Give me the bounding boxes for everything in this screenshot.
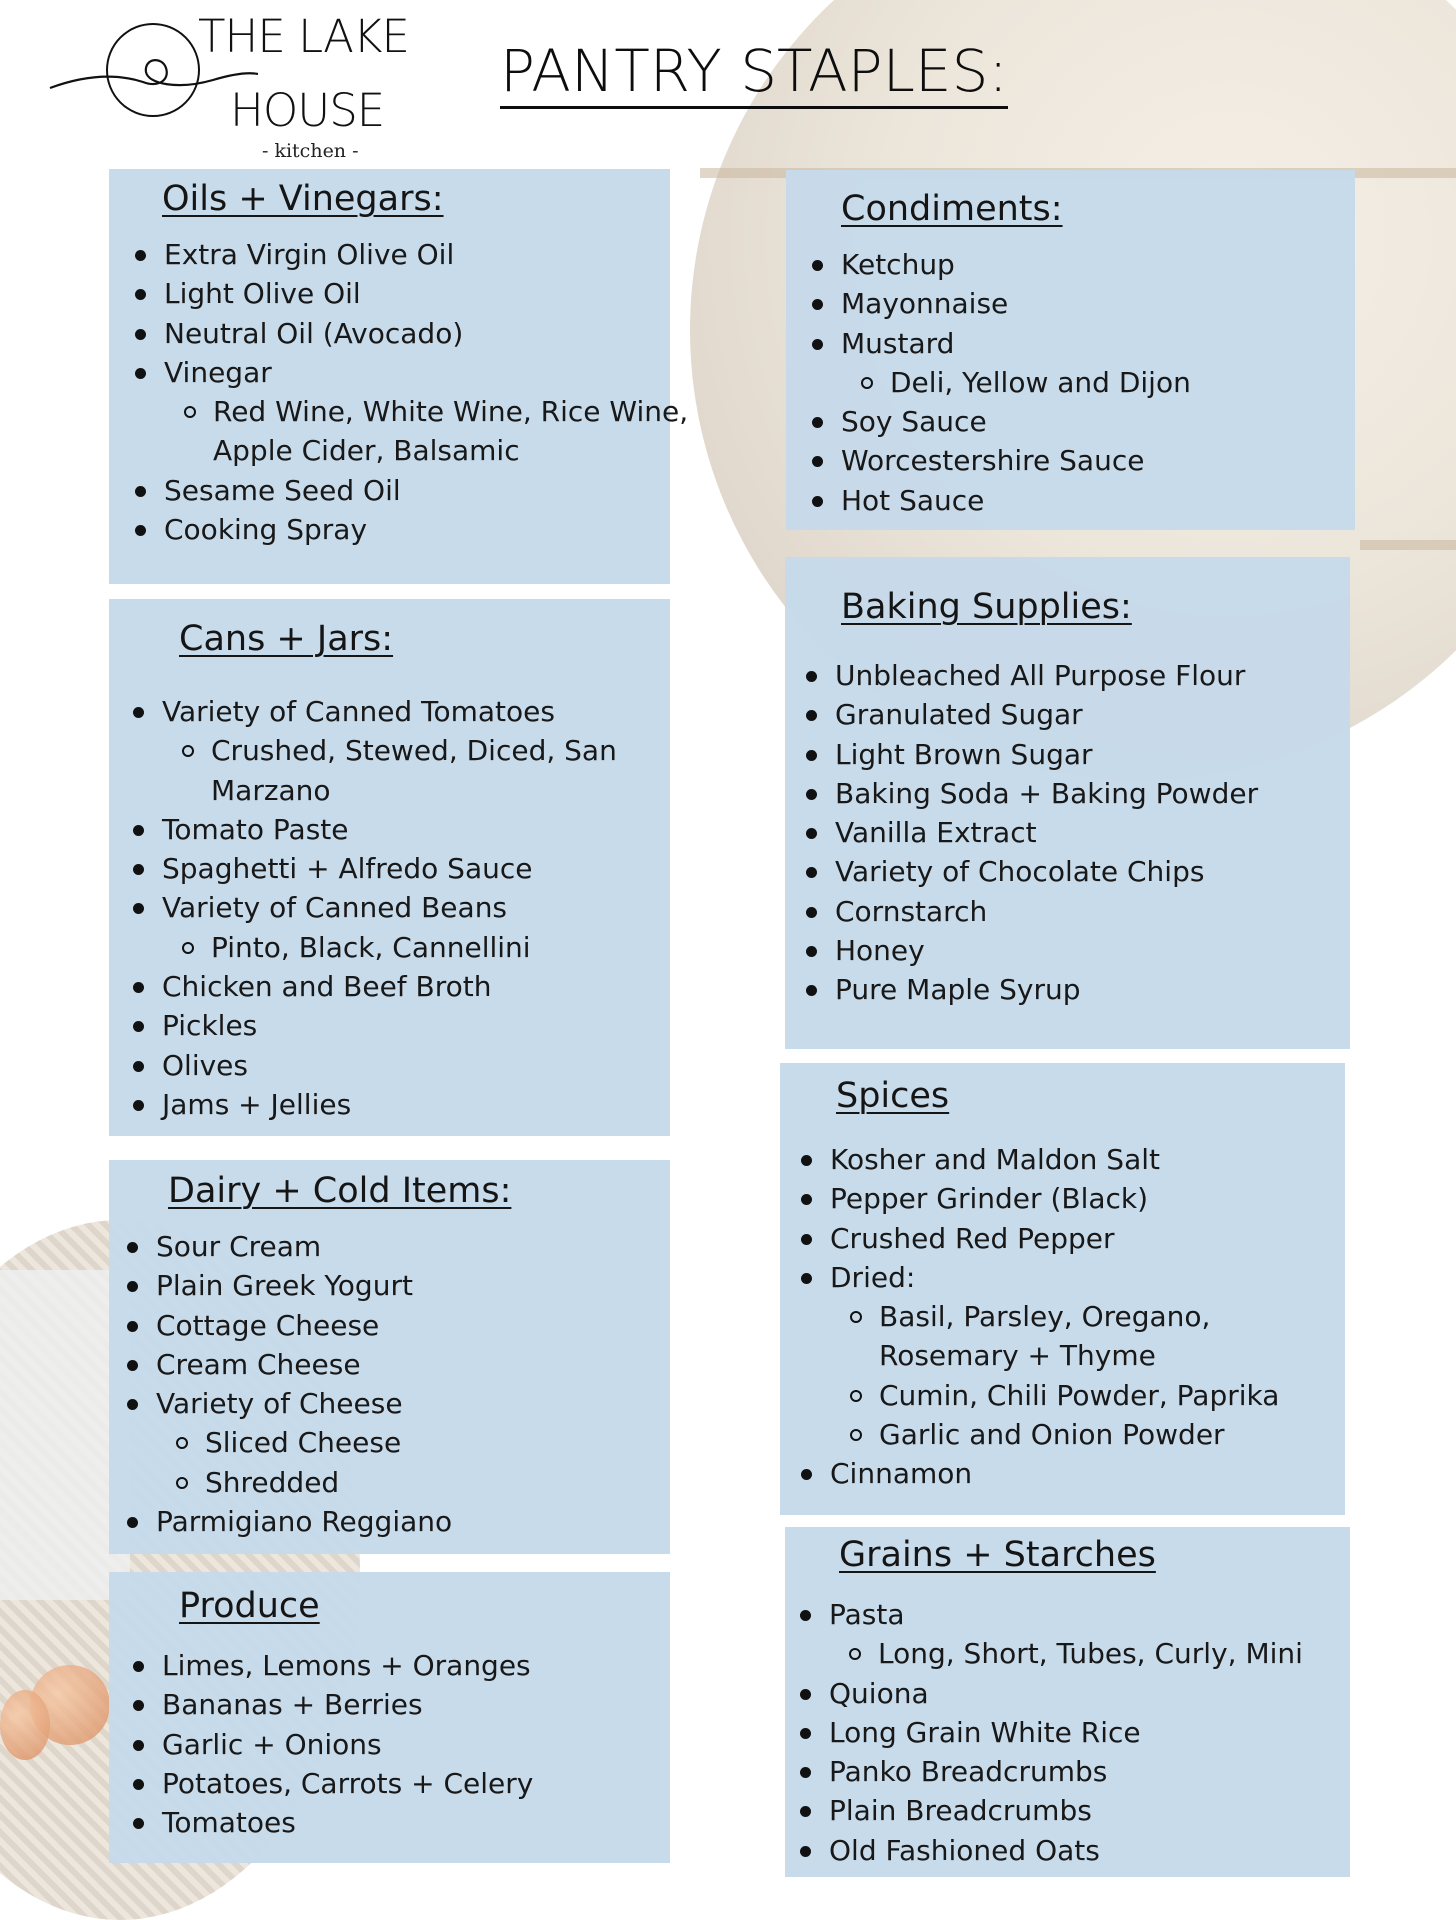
oils-heading: Oils + Vinegars:: [162, 179, 444, 219]
list-item: Worcestershire Sauce: [786, 441, 1191, 480]
spices-list: [775, 1140, 1279, 1494]
list-item: Variety of Cheese: [101, 1384, 452, 1423]
list-item: Old Fashioned Oats: [774, 1831, 1303, 1870]
grains-heading: Grains + Starches: [839, 1535, 1156, 1575]
dairy-section: [109, 1160, 670, 1554]
dairy-heading: Dairy + Cold Items:: [168, 1171, 512, 1211]
list-item: Dried:: [775, 1258, 1279, 1297]
peach-photo: [0, 1690, 50, 1760]
list-item: Pure Maple Syrup: [780, 970, 1258, 1009]
cans-list: [107, 692, 617, 1124]
list-item: Long Grain White Rice: [774, 1713, 1303, 1752]
list-subitem: Long, Short, Tubes, Curly, Mini: [774, 1634, 1303, 1673]
produce-heading: Produce: [179, 1586, 320, 1626]
condiments-list: [786, 245, 1191, 520]
brand-line2: HOUSE: [230, 84, 385, 137]
list-item: Plain Greek Yogurt: [101, 1266, 452, 1305]
baking-heading: Baking Supplies:: [841, 587, 1132, 627]
list-item: Baking Soda + Baking Powder: [780, 774, 1258, 813]
shelf-line: [1360, 540, 1456, 550]
oils-section: [109, 169, 689, 584]
list-item: Ketchup: [786, 245, 1191, 284]
list-item: Cinnamon: [775, 1454, 1279, 1493]
brand-line1: THE LAKE: [198, 10, 409, 63]
list-item: Vinegar: [109, 353, 688, 392]
dairy-list: [101, 1227, 452, 1541]
produce-section: [109, 1572, 670, 1863]
spices-heading: Spices: [836, 1076, 950, 1116]
list-item: Mayonnaise: [786, 284, 1191, 323]
list-item: Chicken and Beef Broth: [107, 967, 617, 1006]
list-item: Variety of Chocolate Chips: [780, 852, 1258, 891]
list-subitem-continued: Apple Cider, Balsamic: [213, 434, 520, 468]
list-item: Sesame Seed Oil: [109, 471, 688, 510]
list-item: Parmigiano Reggiano: [101, 1502, 452, 1541]
list-item: Cornstarch: [780, 892, 1258, 931]
list-item: Tomato Paste: [107, 810, 617, 849]
list-item: Spaghetti + Alfredo Sauce: [107, 849, 617, 888]
list-item: Pasta: [774, 1595, 1303, 1634]
list-item: Jams + Jellies: [107, 1085, 617, 1124]
baking-list: [780, 656, 1258, 1010]
list-item: Pepper Grinder (Black): [775, 1179, 1279, 1218]
baking-section: [785, 557, 1350, 1049]
produce-list: [107, 1646, 533, 1842]
list-item: Variety of Canned Beans: [107, 888, 617, 927]
list-item: Hot Sauce: [786, 481, 1191, 520]
list-subitem: Cumin, Chili Powder, Paprika: [775, 1376, 1279, 1415]
condiments-section: [786, 170, 1355, 530]
list-item: Neutral Oil (Avocado): [109, 314, 688, 353]
list-item: Bananas + Berries: [107, 1685, 533, 1724]
list-item: Cooking Spray: [109, 510, 688, 549]
list-item: Light Olive Oil: [109, 274, 688, 313]
list-subitem: Garlic and Onion Powder: [775, 1415, 1279, 1454]
list-item: Extra Virgin Olive Oil: [109, 235, 688, 274]
list-item: Plain Breadcrumbs: [774, 1791, 1303, 1830]
list-subitem: Shredded: [101, 1463, 452, 1502]
list-subitem: Crushed, Stewed, Diced, San: [107, 731, 617, 770]
oils-list: [109, 235, 688, 549]
grains-section: [785, 1527, 1350, 1877]
list-item: Panko Breadcrumbs: [774, 1752, 1303, 1791]
list-item: Limes, Lemons + Oranges: [107, 1646, 533, 1685]
list-item: Vanilla Extract: [780, 813, 1258, 852]
list-subitem: Basil, Parsley, Oregano,: [775, 1297, 1279, 1336]
list-subitem-continued: Rosemary + Thyme: [879, 1339, 1156, 1373]
list-item: Cream Cheese: [101, 1345, 452, 1384]
list-item: Soy Sauce: [786, 402, 1191, 441]
list-subitem: Deli, Yellow and Dijon: [786, 363, 1191, 402]
list-item: Tomatoes: [107, 1803, 533, 1842]
page-title: PANTRY STAPLES:: [500, 40, 1008, 109]
list-item: Quiona: [774, 1674, 1303, 1713]
list-item: Honey: [780, 931, 1258, 970]
list-subitem-continued: Marzano: [211, 773, 331, 807]
list-item: Pickles: [107, 1006, 617, 1045]
list-item: Unbleached All Purpose Flour: [780, 656, 1258, 695]
cans-section: [109, 599, 670, 1136]
list-item: Mustard: [786, 324, 1191, 363]
list-item: Potatoes, Carrots + Celery: [107, 1764, 533, 1803]
list-subitem: Sliced Cheese: [101, 1423, 452, 1462]
list-item: Variety of Canned Tomatoes: [107, 692, 617, 731]
list-item: Light Brown Sugar: [780, 735, 1258, 774]
grains-list: [774, 1595, 1303, 1870]
list-item: Granulated Sugar: [780, 695, 1258, 734]
brand-sub: - kitchen -: [262, 140, 359, 162]
list-item: Cottage Cheese: [101, 1306, 452, 1345]
condiments-heading: Condiments:: [841, 189, 1063, 229]
list-item: Crushed Red Pepper: [775, 1219, 1279, 1258]
list-subitem: Red Wine, White Wine, Rice Wine,: [109, 392, 688, 431]
list-item: Garlic + Onions: [107, 1725, 533, 1764]
list-item: Kosher and Maldon Salt: [775, 1140, 1279, 1179]
list-item: Sour Cream: [101, 1227, 452, 1266]
spices-section: [780, 1063, 1345, 1515]
list-item: Olives: [107, 1046, 617, 1085]
list-subitem: Pinto, Black, Cannellini: [107, 928, 617, 967]
cans-heading: Cans + Jars:: [179, 619, 394, 659]
brand-logo: [48, 6, 438, 162]
